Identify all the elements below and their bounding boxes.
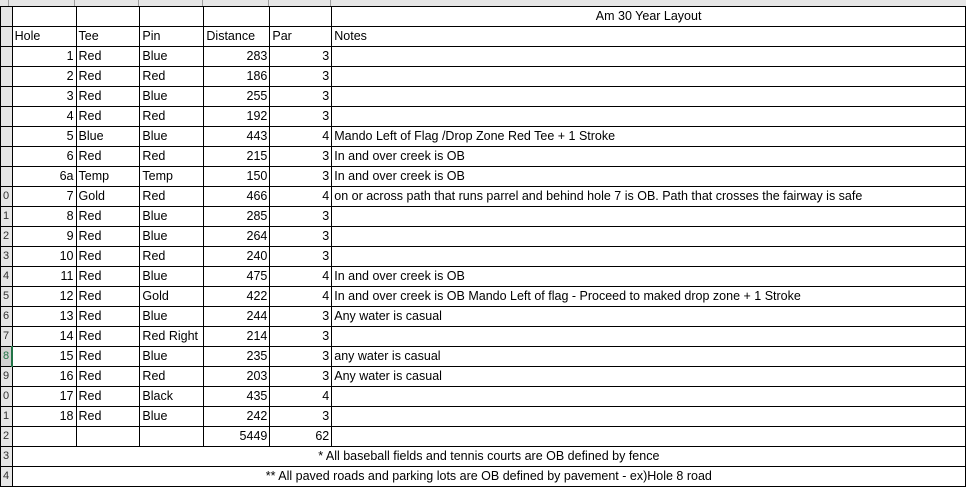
row-number[interactable]: [1, 147, 13, 167]
table-row: [1, 87, 966, 107]
table-row: [1, 287, 966, 307]
footnote-row: [1, 447, 966, 467]
pin-cell[interactable]: Red: [140, 367, 204, 387]
cell[interactable]: [140, 7, 204, 27]
row-number[interactable]: [1, 7, 13, 27]
par-cell[interactable]: 3: [270, 367, 332, 387]
tee-cell[interactable]: Blue: [76, 127, 140, 147]
tee-cell[interactable]: Red: [76, 347, 140, 367]
row-number[interactable]: [1, 27, 13, 47]
tee-cell[interactable]: Red: [76, 207, 140, 227]
row-number[interactable]: 6: [1, 307, 13, 327]
tee-cell[interactable]: Red: [76, 67, 140, 87]
distance-cell[interactable]: 186: [204, 67, 270, 87]
notes-cell[interactable]: any water is casual: [332, 347, 966, 367]
tee-cell[interactable]: Red: [76, 287, 140, 307]
pin-cell[interactable]: Blue: [140, 407, 204, 427]
header-notes[interactable]: Notes: [332, 27, 966, 47]
footnote-fields[interactable]: * All baseball fields and tennis courts are OB defined by fence: [12, 447, 965, 467]
par-cell[interactable]: 4: [270, 127, 332, 147]
hole-cell[interactable]: 12: [12, 287, 76, 307]
par-cell[interactable]: 4: [270, 187, 332, 207]
distance-cell[interactable]: 475: [204, 267, 270, 287]
hole-cell[interactable]: 14: [12, 327, 76, 347]
row-number[interactable]: [1, 47, 13, 67]
pin-cell[interactable]: Red: [140, 147, 204, 167]
tee-cell[interactable]: Red: [76, 387, 140, 407]
cell[interactable]: [76, 7, 140, 27]
hole-cell[interactable]: 8: [12, 207, 76, 227]
cell[interactable]: [332, 427, 966, 447]
tee-cell[interactable]: Red: [76, 307, 140, 327]
par-cell[interactable]: 3: [270, 207, 332, 227]
distance-cell[interactable]: 203: [204, 367, 270, 387]
cell[interactable]: [140, 427, 204, 447]
notes-cell[interactable]: [332, 207, 966, 227]
tee-cell[interactable]: Red: [76, 407, 140, 427]
tee-cell[interactable]: Red: [76, 107, 140, 127]
notes-cell[interactable]: In and over creek is OB: [332, 147, 966, 167]
pin-cell[interactable]: Red: [140, 187, 204, 207]
notes-cell[interactable]: [332, 107, 966, 127]
pin-cell[interactable]: Blue: [140, 87, 204, 107]
par-cell[interactable]: 3: [270, 407, 332, 427]
tee-cell[interactable]: Red: [76, 267, 140, 287]
par-cell[interactable]: 4: [270, 267, 332, 287]
tee-cell[interactable]: Temp: [76, 167, 140, 187]
table-row: [1, 267, 966, 287]
row-number[interactable]: 1: [1, 407, 13, 427]
header-hole[interactable]: Hole: [12, 27, 76, 47]
tee-cell[interactable]: Gold: [76, 187, 140, 207]
pin-cell[interactable]: Blue: [140, 47, 204, 67]
table-row: [1, 347, 966, 367]
distance-cell[interactable]: 443: [204, 127, 270, 147]
pin-cell[interactable]: Black: [140, 387, 204, 407]
header-row: [1, 27, 966, 47]
notes-cell[interactable]: Any water is casual: [332, 367, 966, 387]
distance-cell[interactable]: 422: [204, 287, 270, 307]
par-cell[interactable]: 3: [270, 247, 332, 267]
table-row: [1, 147, 966, 167]
header-par[interactable]: Par: [270, 27, 332, 47]
table-row: [1, 167, 966, 187]
notes-cell[interactable]: [332, 407, 966, 427]
table-row: [1, 187, 966, 207]
hole-cell[interactable]: 3: [12, 87, 76, 107]
hole-cell[interactable]: 2: [12, 67, 76, 87]
title-row: [1, 7, 966, 27]
tee-cell[interactable]: Red: [76, 147, 140, 167]
par-cell[interactable]: 3: [270, 147, 332, 167]
distance-cell[interactable]: 244: [204, 307, 270, 327]
table-row: [1, 327, 966, 347]
pin-cell[interactable]: Red: [140, 107, 204, 127]
tee-cell[interactable]: Red: [76, 327, 140, 347]
hole-cell[interactable]: 4: [12, 107, 76, 127]
hole-cell[interactable]: 9: [12, 227, 76, 247]
totals-row: [1, 427, 966, 447]
distance-cell[interactable]: 215: [204, 147, 270, 167]
distance-cell[interactable]: 242: [204, 407, 270, 427]
par-cell[interactable]: 3: [270, 107, 332, 127]
distance-cell[interactable]: 435: [204, 387, 270, 407]
hole-cell[interactable]: 17: [12, 387, 76, 407]
distance-cell[interactable]: 283: [204, 47, 270, 67]
notes-cell[interactable]: In and over creek is OB: [332, 167, 966, 187]
hole-cell[interactable]: 10: [12, 247, 76, 267]
row-number[interactable]: 3: [1, 447, 13, 467]
pin-cell[interactable]: Red: [140, 67, 204, 87]
pin-cell[interactable]: Red: [140, 247, 204, 267]
notes-cell[interactable]: [332, 387, 966, 407]
pin-cell[interactable]: Red Right: [140, 327, 204, 347]
table-row: [1, 67, 966, 87]
distance-cell[interactable]: 214: [204, 327, 270, 347]
hole-cell[interactable]: 13: [12, 307, 76, 327]
distance-cell[interactable]: 192: [204, 107, 270, 127]
footnote-row: [1, 467, 966, 487]
table-row: [1, 247, 966, 267]
distance-cell[interactable]: 150: [204, 167, 270, 187]
row-number[interactable]: 0: [1, 387, 13, 407]
table-row: [1, 387, 966, 407]
table-row: [1, 407, 966, 427]
hole-cell[interactable]: 15: [12, 347, 76, 367]
distance-cell[interactable]: 240: [204, 247, 270, 267]
tee-cell[interactable]: Red: [76, 87, 140, 107]
hole-cell[interactable]: 1: [12, 47, 76, 67]
table-row: [1, 107, 966, 127]
par-cell[interactable]: 3: [270, 227, 332, 247]
pin-cell[interactable]: Blue: [140, 227, 204, 247]
hole-cell[interactable]: 18: [12, 407, 76, 427]
row-number[interactable]: [1, 107, 13, 127]
distance-cell[interactable]: 235: [204, 347, 270, 367]
pin-cell[interactable]: Blue: [140, 267, 204, 287]
tee-cell[interactable]: Red: [76, 47, 140, 67]
tee-cell[interactable]: Red: [76, 247, 140, 267]
row-number[interactable]: 0: [1, 187, 13, 207]
hole-cell[interactable]: 16: [12, 367, 76, 387]
par-cell[interactable]: 4: [270, 387, 332, 407]
row-number[interactable]: 7: [1, 327, 13, 347]
row-number[interactable]: [1, 67, 13, 87]
row-number[interactable]: 2: [1, 227, 13, 247]
total-par[interactable]: 62: [270, 427, 332, 447]
row-number-selected[interactable]: 8: [1, 347, 13, 367]
cell[interactable]: [76, 427, 140, 447]
tee-cell[interactable]: Red: [76, 227, 140, 247]
notes-cell[interactable]: [332, 87, 966, 107]
row-number[interactable]: [1, 127, 13, 147]
hole-cell[interactable]: 6a: [12, 167, 76, 187]
pin-cell[interactable]: Gold: [140, 287, 204, 307]
table-row: [1, 47, 966, 67]
distance-cell[interactable]: 466: [204, 187, 270, 207]
table-row: [1, 367, 966, 387]
pin-cell[interactable]: Blue: [140, 127, 204, 147]
par-cell[interactable]: 3: [270, 307, 332, 327]
row-number[interactable]: 2: [1, 427, 13, 447]
row-number[interactable]: [1, 167, 13, 187]
row-number[interactable]: [1, 87, 13, 107]
table-row: [1, 227, 966, 247]
header-distance[interactable]: Distance: [204, 27, 270, 47]
hole-cell[interactable]: 6: [12, 147, 76, 167]
row-number[interactable]: 4: [1, 467, 13, 487]
cell[interactable]: [12, 427, 76, 447]
distance-cell[interactable]: 264: [204, 227, 270, 247]
par-cell[interactable]: 3: [270, 87, 332, 107]
table-row: [1, 207, 966, 227]
distance-cell[interactable]: 255: [204, 87, 270, 107]
pin-cell[interactable]: Blue: [140, 207, 204, 227]
table-row: [1, 307, 966, 327]
notes-cell[interactable]: Any water is casual: [332, 307, 966, 327]
distance-cell[interactable]: 285: [204, 207, 270, 227]
notes-cell[interactable]: [332, 67, 966, 87]
par-cell[interactable]: 3: [270, 67, 332, 87]
table-row: [1, 127, 966, 147]
row-number[interactable]: 5: [1, 287, 13, 307]
hole-cell[interactable]: 11: [12, 267, 76, 287]
cell[interactable]: [204, 7, 270, 27]
notes-cell[interactable]: In and over creek is OB Mando Left of flag - Proceed to maked drop zone + 1 Stroke: [332, 287, 966, 307]
sheet-title[interactable]: Am 30 Year Layout: [332, 7, 966, 27]
total-distance[interactable]: 5449: [204, 427, 270, 447]
par-cell[interactable]: 3: [270, 327, 332, 347]
row-number[interactable]: 9: [1, 367, 13, 387]
notes-cell[interactable]: In and over creek is OB: [332, 267, 966, 287]
header-tee[interactable]: Tee: [76, 27, 140, 47]
notes-cell[interactable]: [332, 247, 966, 267]
notes-cell[interactable]: Mando Left of Flag /Drop Zone Red Tee + 1 Stroke: [332, 127, 966, 147]
par-cell[interactable]: 3: [270, 167, 332, 187]
hole-cell[interactable]: 5: [12, 127, 76, 147]
par-cell[interactable]: 4: [270, 287, 332, 307]
cell[interactable]: [12, 7, 76, 27]
pin-cell[interactable]: Temp: [140, 167, 204, 187]
cell[interactable]: [270, 7, 332, 27]
row-number[interactable]: 1: [1, 207, 13, 227]
tee-cell[interactable]: Red: [76, 367, 140, 387]
pin-cell[interactable]: Blue: [140, 307, 204, 327]
pin-cell[interactable]: Blue: [140, 347, 204, 367]
par-cell[interactable]: 3: [270, 47, 332, 67]
row-number[interactable]: 4: [1, 267, 13, 287]
sheet-grid: [0, 6, 966, 487]
notes-cell[interactable]: on or across path that runs parrel and behind hole 7 is OB. Path that crosses the fairway is safe: [332, 187, 966, 207]
notes-cell[interactable]: [332, 327, 966, 347]
header-pin[interactable]: Pin: [140, 27, 204, 47]
footnote-roads[interactable]: ** All paved roads and parking lots are OB defined by pavement - ex)Hole 8 road: [12, 467, 965, 487]
hole-cell[interactable]: 7: [12, 187, 76, 207]
row-number[interactable]: 3: [1, 247, 13, 267]
notes-cell[interactable]: [332, 47, 966, 67]
notes-cell[interactable]: [332, 227, 966, 247]
par-cell[interactable]: 3: [270, 347, 332, 367]
